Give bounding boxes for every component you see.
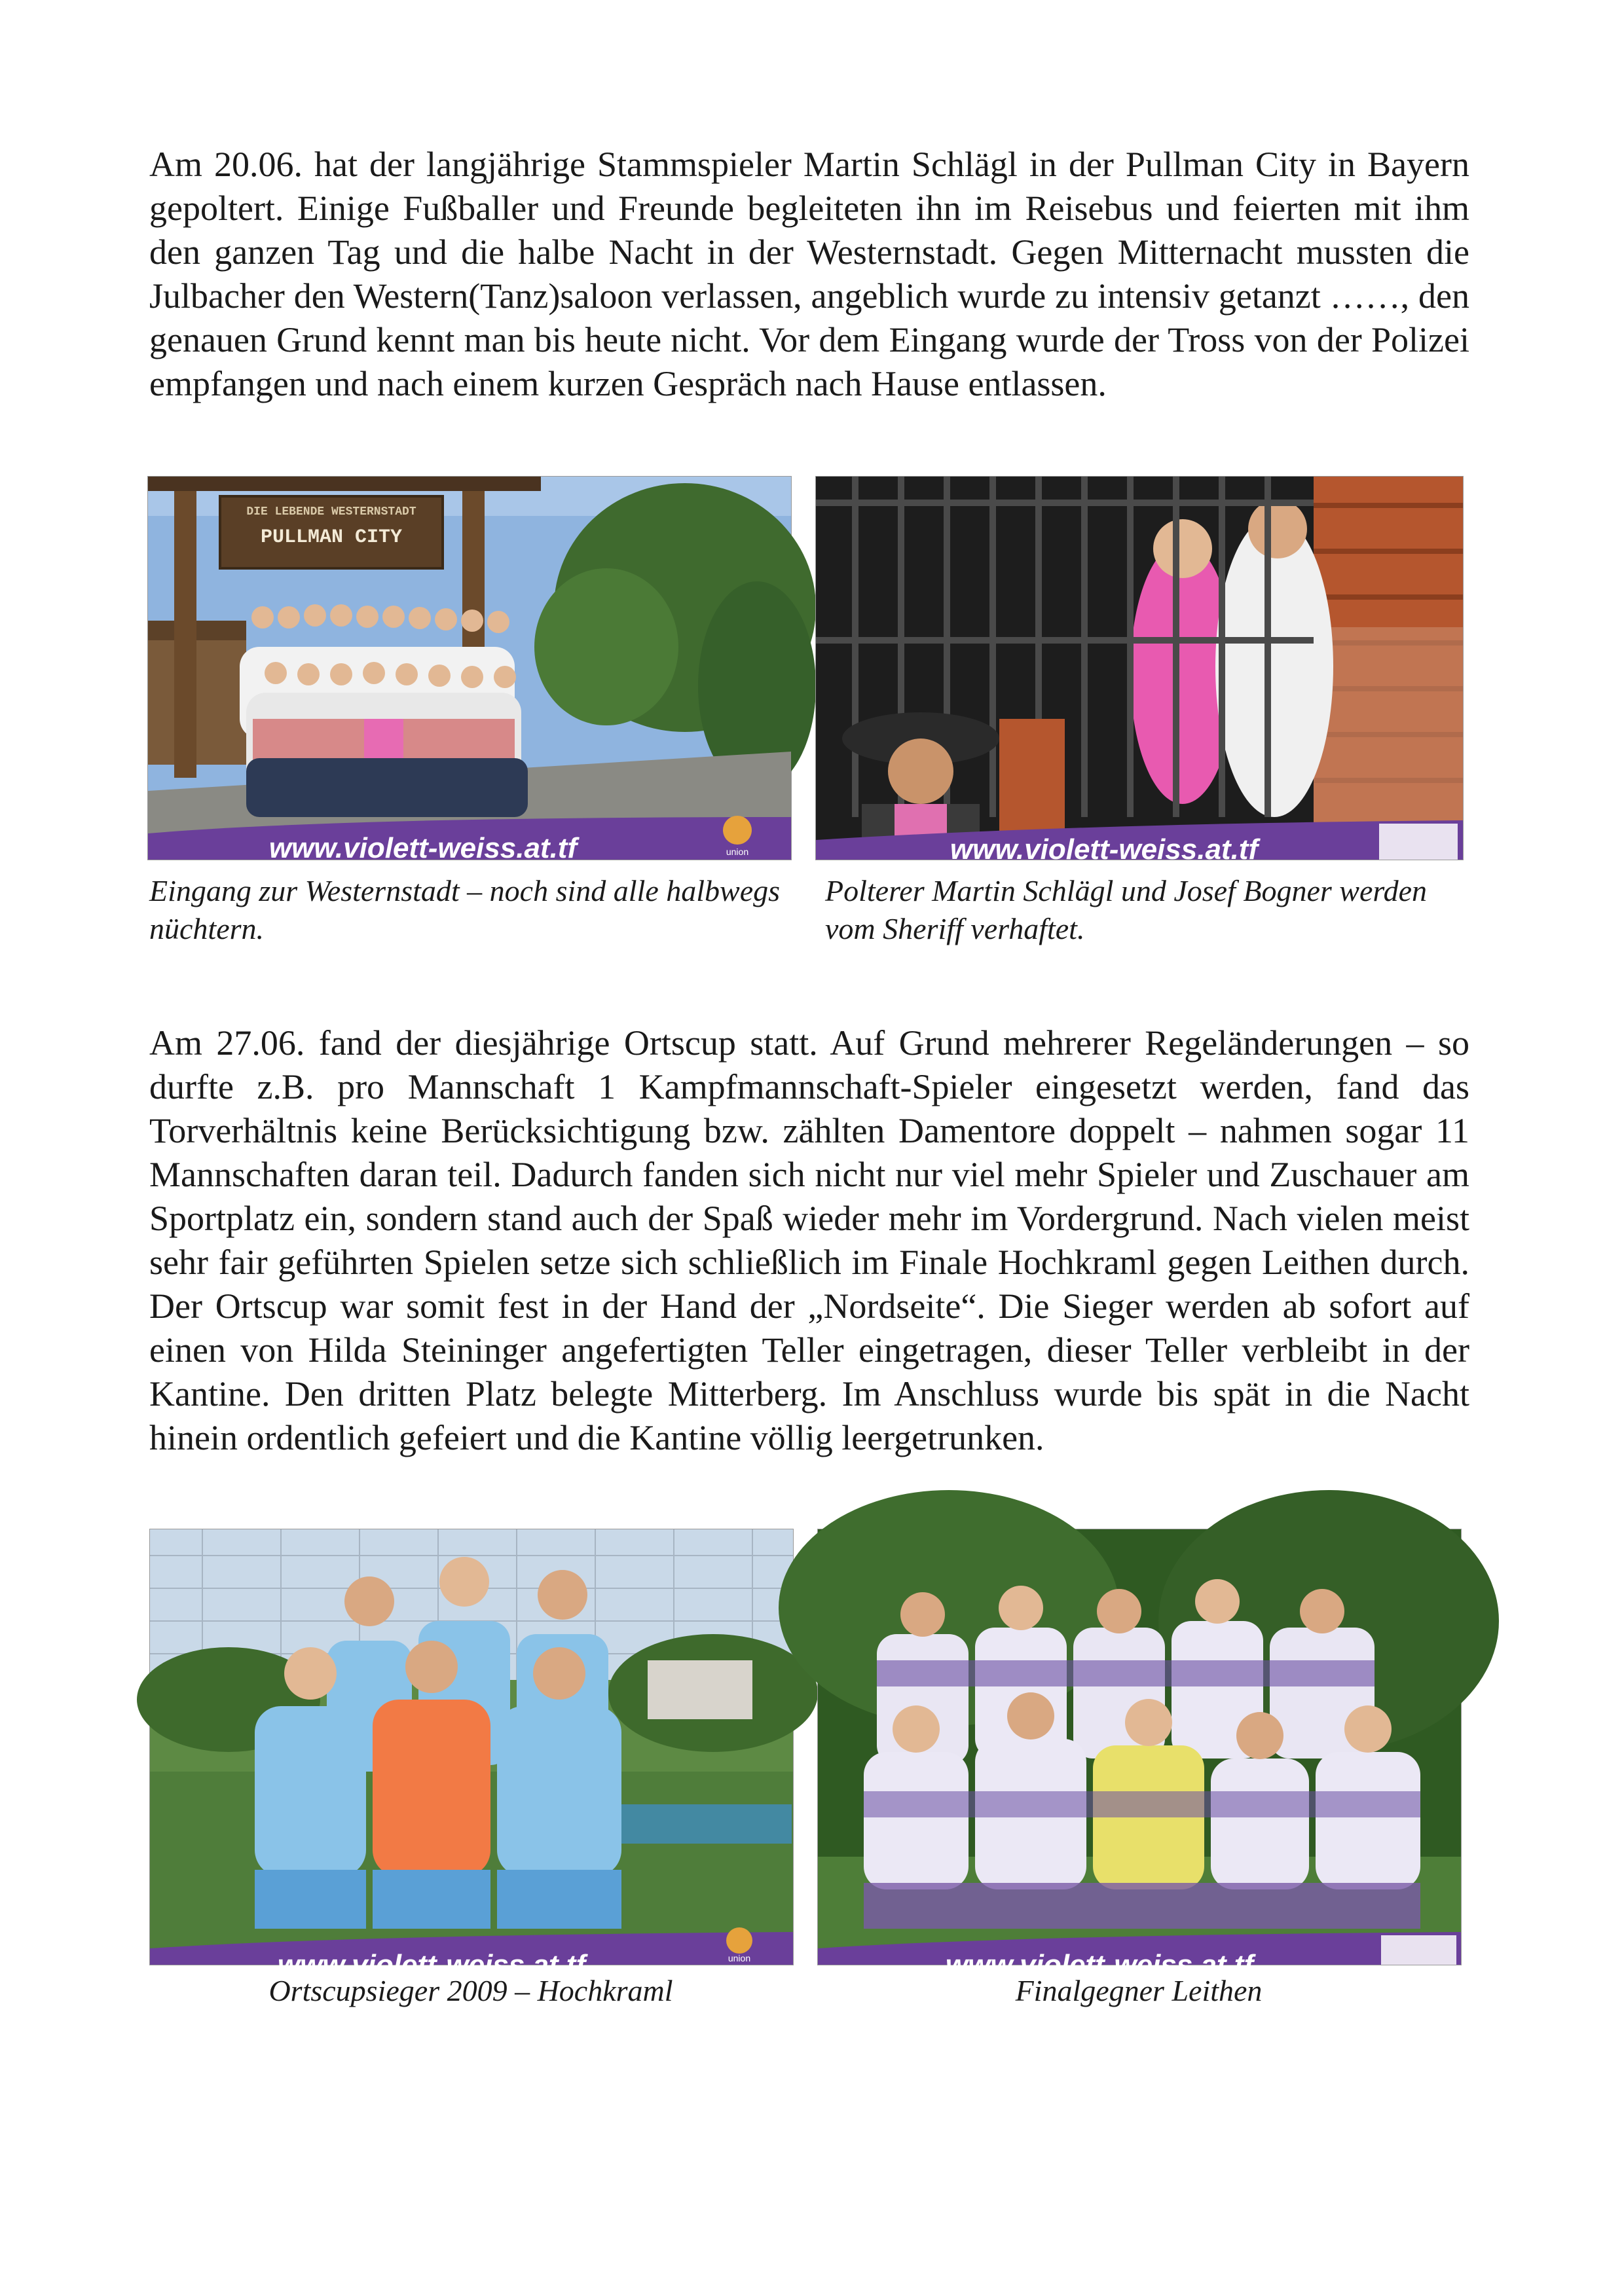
photo4-caption: Finalgegner Leithen [1015,1974,1263,2007]
article-paragraph-1: Am 20.06. hat der langjährige Stammspieler Martin Schlägl in der Pullman City in Bayern gepoltert. Einige Fußballer und Freunde begleiteten ihn im Reisebus und feierten mit ihm den ganzen Tag und die halbe Nacht in der Westernstadt. Gegen Mitternacht mussten die Julbacher den Western(Tanz)saloon verlassen, angeblich wurde zu intensiv getanzt ……, den genauen Grund kennt man bis heute nicht. Vor dem Eingang wurde der Tross von der Polizei empfangen und nach einem kurzen Gespräch nach Hause entlassen. [149,145,1469,403]
union-logo-icon [723,816,752,845]
union-logo-text: union [728,1953,751,1963]
photo3-caption: Ortscupsieger 2009 – Hochkraml [268,1974,673,2007]
photo-jail-arrest [815,476,1464,866]
team-players-front-row [255,1641,621,1929]
article-paragraph-2: Am 27.06. fand der diesjährige Ortscup statt. Auf Grund mehrerer Regeländerungen – so durfte z.B. pro Mannschaft 1 Kampfmannschaft-Spieler eingesetzt werden, fand das Torverhältnis keine Berücksichtigung bzw. zählten Damentore doppelt – nahmen sogar 11 Mannschaften daran teil. Dadurch fanden sich nicht nur viel mehr Spieler und Zuschauer am Sportplatz ein, sondern stand auch der Spaß wieder mehr im Vordergrund. Nach vielen meist sehr fair geführten Spielen setze sich schließlich im Finale Hochkraml gegen Leithen durch. Der Ortscup war somit fest in der Hand der „Nordseite“. Die Sieger werden ab sofort auf einen von Hilda Steininger angefertigten Teller eingetragen, dieser Teller verbleibt in der Kantine. Den dritten Platz belegte Mitterberg. Im Anschluss wurde bis spät in die Nacht hinein ordentlich gefeiert und die Kantine völlig leergetrunken. [149,1023,1469,1457]
photo1-caption: Eingang zur Westernstadt – noch sind alle halbwegs nüchtern. [149,874,781,945]
photo-team-leithen [817,1529,1462,1981]
banner-url-text: www.violett-weiss.at.tf [945,1949,1254,1981]
union-logo-text: union [726,847,749,857]
banner-url-text: www.violett-weiss.at.tf [950,833,1259,866]
photo-pullman-city-entrance [147,476,792,864]
pullman-sign-main-text: PULLMAN CITY [260,526,403,549]
banner-url-text: www.violett-weiss.at.tf [277,1949,586,1981]
banner-url-text: www.violett-weiss.at.tf [268,832,578,864]
photo-team-hochkraml [149,1529,794,1981]
union-logo-icon [726,1927,752,1954]
photo2-caption: Polterer Martin Schlägl und Josef Bogner werden vom Sheriff verhaftet. [825,874,1427,945]
pullman-sign-small-text: DIE LEBENDE WESTERNSTADT [246,505,416,519]
